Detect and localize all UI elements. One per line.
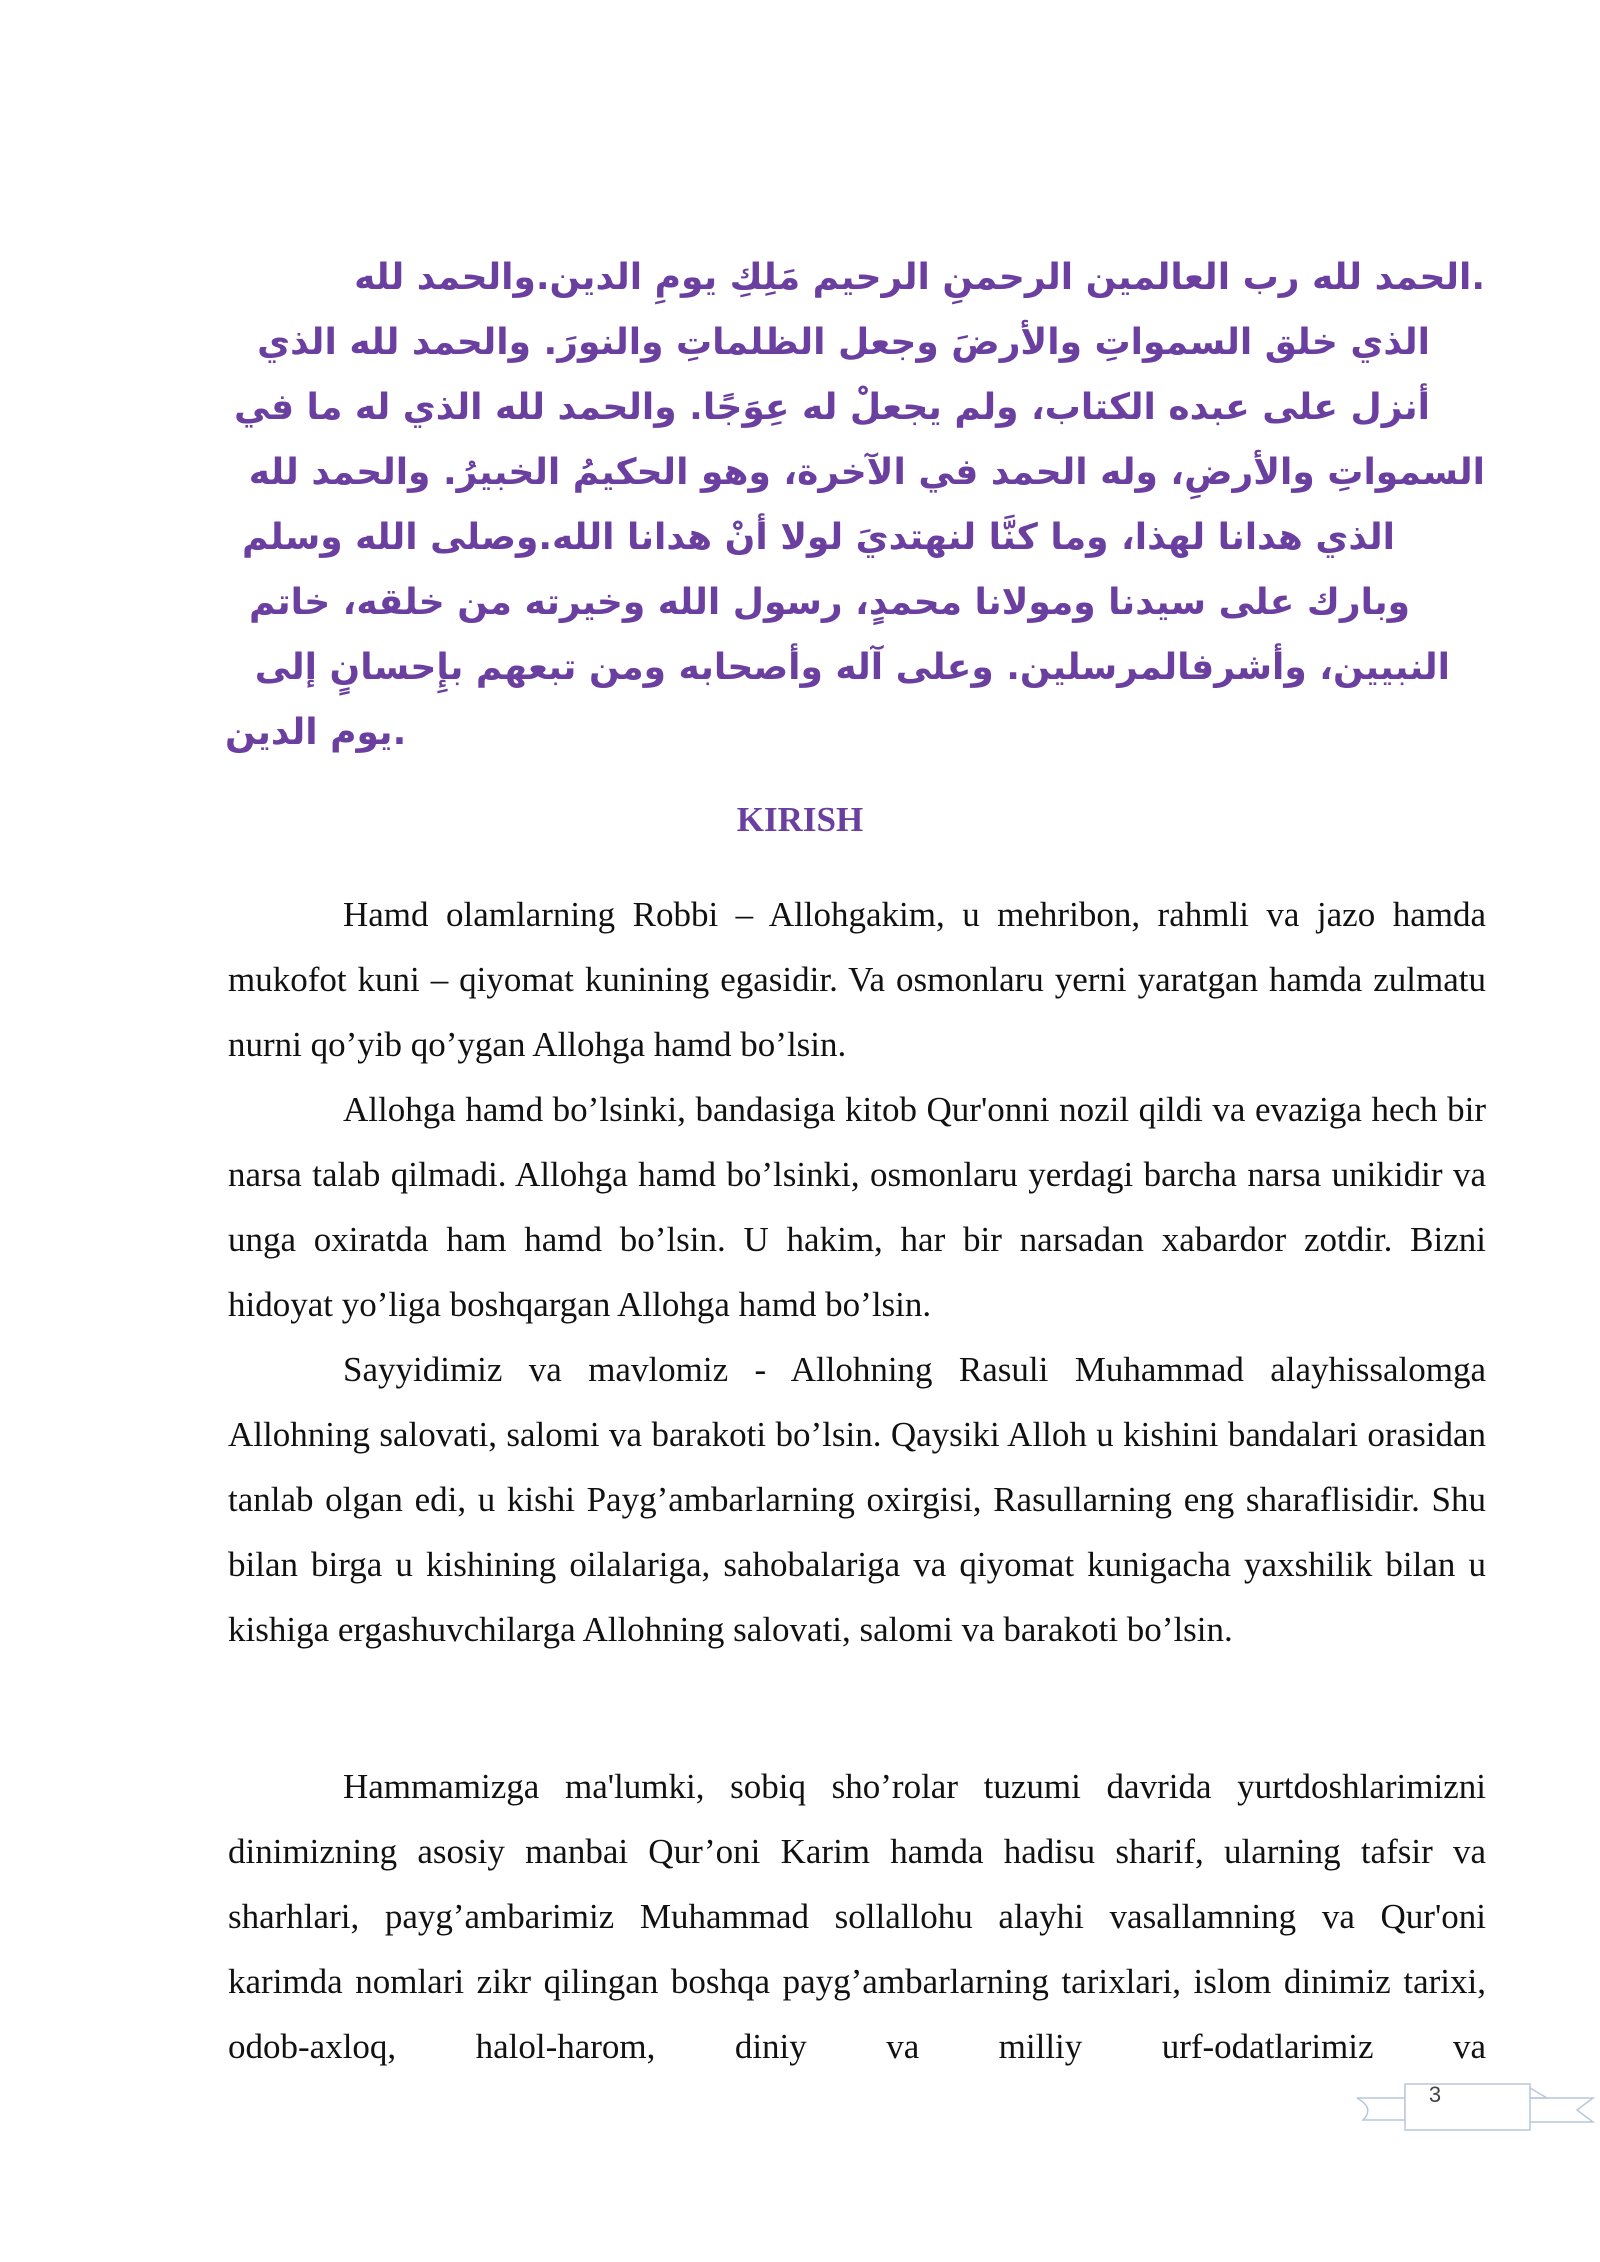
paragraph-2 [228, 1077, 1486, 1337]
arabic-invocation [225, 245, 1485, 765]
paragraph-1-text: Hamd olamlarning Robbi – Allohgakim, u mehribon, rahmli va jazo hamda mukofot kuni – qiyomat kunining egasidir. Va osmonlaru yerni yaratgan hamda zulmatu nurni qo’yib qo’ygan Allohga hamd bo’lsin. [228, 895, 1486, 1064]
arabic-line-8: .يوم الدين [225, 712, 407, 753]
paragraph-4-text: Hammamizga ma'lumki, sobiq sho’rolar tuzumi davrida yurtdoshlarimizni dinimizning asosiy manbai Qur’oni Karim hamda hadisu sharif, ularning tafsir va sharhlari, payg’ambarimiz Muhammad sollallohu alayhi vasallamning va Qur'oni karimda nomlari zikr qilingan boshqa payg’ambarlarning tarixlari, islom dinimiz tarixi, odob-axloq, halol-harom, diniy va milliy urf-odatlarimiz va [228, 1767, 1486, 2066]
paragraph-3 [228, 1337, 1486, 1662]
paragraph-1 [228, 882, 1486, 1077]
arabic-line-3: أنزل على عبده الكتاب، ولم يجعلْ له عِوَجًا. والحمد لله الذي له ما في [234, 387, 1430, 428]
arabic-line-4: السمواتِ والأرضِ، وله الحمد في الآخرة، وهو الحكيمُ الخبيرُ. والحمد لله [248, 452, 1485, 493]
arabic-line-2: الذي خلق السمواتِ والأرضَ وجعل الظلماتِ والنورَ. والحمد لله الذي [257, 322, 1430, 363]
arabic-line-1: .الحمد لله رب العالمين الرحمنِ الرحيم مَلِكِ يومِ الدين.والحمد لله [354, 257, 1485, 298]
arabic-line-5: الذي هدانا لهذا، وما كنَّا لنهتديَ لولا أنْ هدانا الله.وصلى الله وسلم [241, 517, 1395, 558]
section-heading: KIRISH [736, 800, 864, 839]
paragraph-4 [228, 1754, 1486, 2079]
paragraph-3-text: Sayyidimiz va mavlomiz - Allohning Rasuli Muhammad alayhissalomga Allohning salovati, salomi va barakoti bo’lsin. Qaysiki Alloh u kishini bandalari orasidan tanlab olgan edi, u kishi Payg’ambarlarning oxirgisi, Rasullarning eng sharaflisidir. Shu bilan birga u kishining oilalariga, sahobalariga va qiyomat kunigacha yaxshilik bilan u kishiga ergashuvchilarga Allohning salovati, salomi va barakoti bo’lsin. [228, 1350, 1486, 1649]
arabic-line-7: النبيين، وأشرفالمرسلين. وعلى آله وأصحابه ومن تبعهم بإِحسانٍ إلى [254, 647, 1450, 688]
page-number: 3 [1428, 2082, 1442, 2107]
arabic-line-6: وبارك على سيدنا ومولانا محمدٍ، رسول الله وخيرته من خلقه، خاتم [248, 582, 1410, 623]
paragraph-2-text: Allohga hamd bo’lsinki, bandasiga kitob Qur'onni nozil qildi va evaziga hech bir narsa talab qilmadi. Allohga hamd bo’lsinki, osmonlaru yerdagi barcha narsa unikidir va unga oxiratda ham hamd bo’lsin. U hakim, har bir narsadan xabardor zotdir. Bizni hidoyat yo’liga boshqargan Allohga hamd bo’lsin. [228, 1090, 1486, 1324]
page-number-ribbon-icon [1355, 2058, 1595, 2148]
